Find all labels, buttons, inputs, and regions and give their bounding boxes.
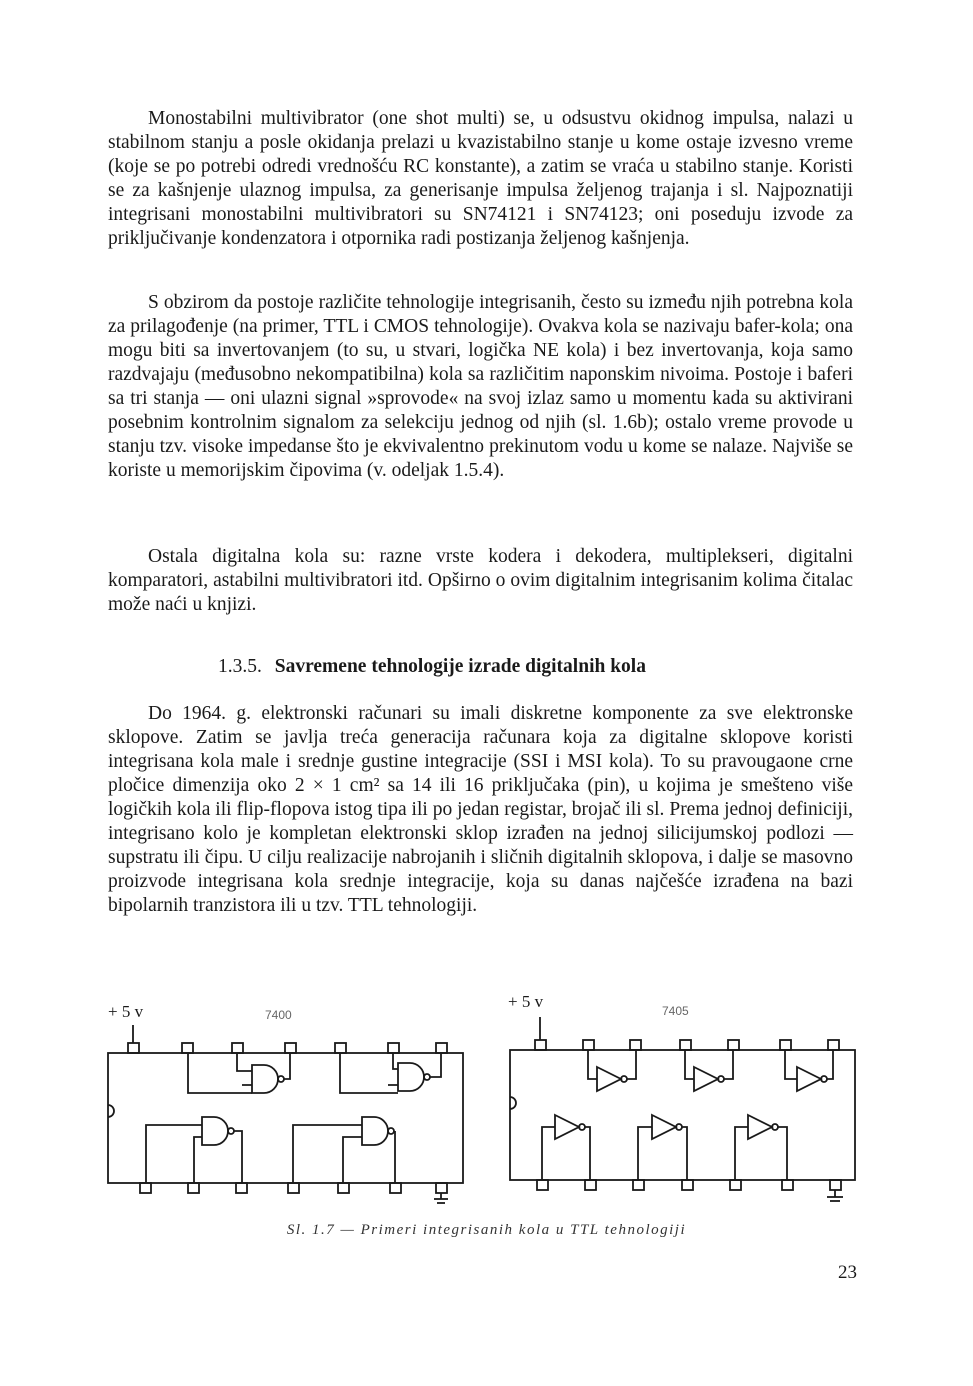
paragraph-other-circuits xyxy=(108,545,853,617)
supply-label-left: + 5 v xyxy=(108,1002,144,1021)
figure-ttl-chips xyxy=(100,985,870,1210)
chip-label-left: 7400 xyxy=(265,1008,292,1022)
paragraph-text: Do 1964. g. elektronski računari su imali diskretne komponente za sve elektronske sklopove. Zatim se javlja treća generacija računara koja za digitalne sklopove koristi integrisana kola male i srednje gustine integracije (SSI i MSI kola). To su pravougaone crne pločice dimenzija oko 2 × 1 cm² sa 14 ili 16 priključaka (pin), u kojima je smešteno više logičkih kola ili flip-flopova istog tipa ili po jedan registar, brojač ili sl. Prema jednoj definiciji, integrisano kolo je kompletan elektronski sklop izrađen na jednoj silicijumskoj podlozi — supstratu ili čipu. U cilju realizacije nabrojanih i sličnih digitalnih sklopova, i dalje se masovno proizvode integrisana kola srednje integracije, koja su danas najčešće izrađena na bazi bipolarnih tranzistora ili u tzv. TTL tehnologiji. xyxy=(108,703,853,916)
paragraph-buffers xyxy=(108,291,853,483)
paragraph-technologies xyxy=(108,702,853,918)
paragraph-text: Monostabilni multivibrator (one shot multi) se, u odsustvu okidnog impulsa, nalazi u stabilnom stanju a posle okidanja prelazi u kvazistabilno stanje u kome ostaje izvesno vreme (koje se po potrebi odredi vrednošću RC konstante), a zatim se vraća u stabilno stanje. Koristi se za kašnjenje ulaznog impulsa, za generisanje impulsa željenog trajanja i sl. Najpoznatiji integrisani monostabilni multivibratori su SN74121 i SN74123; oni poseduju izvode za priključivanje kondenzatora i otpornika radi postizanja željenog kašnjenja. xyxy=(108,108,853,249)
page-number: 23 xyxy=(838,1262,857,1283)
chip-7405-diagram xyxy=(508,992,855,1201)
section-number: 1.3.5. xyxy=(218,656,262,677)
section-title: Savremene tehnologije izrade digitalnih kola xyxy=(274,656,646,677)
paragraph-monostable xyxy=(108,107,853,251)
figure-caption: Sl. 1.7 — Primeri integrisanih kola u TTL tehnologiji xyxy=(286,1222,687,1238)
supply-label-right: + 5 v xyxy=(508,992,544,1011)
paragraph-text: Ostala digitalna kola su: razne vrste kodera i dekodera, multiplekseri, digitalni komparatori, astabilni multivibratori itd. Opširno o ovim digitalnim integrisanim kolima čitalac može naći u knjizi. xyxy=(108,546,853,615)
paragraph-text: S obzirom da postoje različite tehnologije integrisanih, često su između njih potrebna kola za prilagođenje (na primer, TTL i CMOS tehnologije). Ovakva kola se nazivaju bafer-kola; ona mogu biti sa invertovanjem (to su, u stvari, logička NE kola) i bez invertovanja, koja samo razdvajaju (međusobno nekompatibilna) kola sa različitim naponskim nivoima. Postoje i baferi sa tri stanja — oni ulazni signal »sprovode« na svoj izlaz samo u momentu kada su aktivirani posebnim kontrolnim signalom za selekciju jednog od njih (sl. 1.6b); ostalo vreme provode u stanju tzv. visoke impedanse što je ekvivalentno prekinutom vodu u kome se nalaze. Najviše se koriste u memorijskim čipovima (v. odeljak 1.5.4). xyxy=(108,292,853,481)
chip-label-right: 7405 xyxy=(662,1004,689,1018)
section-heading xyxy=(218,656,858,678)
chip-7400-diagram xyxy=(108,1002,463,1203)
